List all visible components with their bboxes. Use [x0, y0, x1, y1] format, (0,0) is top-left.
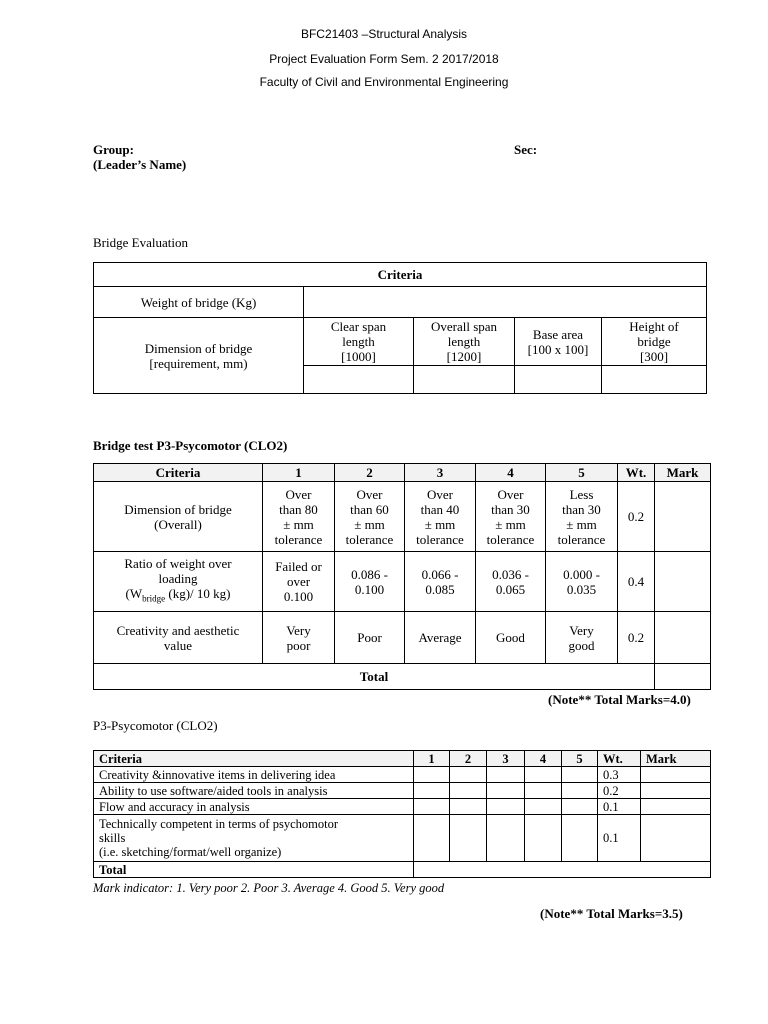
dimension-score-1[interactable]: Over than 80 ± mm tolerance — [263, 482, 335, 552]
overall-span-header: Overall span length [1200] — [414, 318, 515, 366]
p3-cell[interactable] — [525, 767, 562, 783]
dimension-score-5[interactable]: Less than 30 ± mm tolerance — [546, 482, 618, 552]
p3-criteria-software: Ability to use software/aided tools in analysis — [94, 783, 414, 799]
p3-cell[interactable] — [487, 799, 525, 815]
group-label: Group: — [93, 142, 134, 157]
form-title: Project Evaluation Form Sem. 2 2017/2018 — [269, 52, 499, 66]
creativity-score-3[interactable]: Average — [405, 612, 476, 664]
p3-criteria-header: Criteria — [94, 751, 414, 767]
height-header: Height of bridge [300] — [602, 318, 707, 366]
p3-cell[interactable] — [450, 783, 487, 799]
score-2-header: 2 — [335, 464, 405, 482]
creativity-weight: 0.2 — [618, 612, 655, 664]
mark-indicator: Mark indicator: 1. Very poor 2. Poor 3. Average 4. Good 5. Very good — [93, 881, 445, 895]
creativity-score-5[interactable]: Very good — [546, 612, 618, 664]
p3-cell[interactable] — [562, 799, 598, 815]
ratio-score-3[interactable]: 0.066 - 0.085 — [405, 552, 476, 612]
p3-score-4-header: 4 — [525, 751, 562, 767]
weight-label: Weight of bridge (Kg) — [94, 287, 304, 318]
ratio-score-4[interactable]: 0.036 - 0.065 — [476, 552, 546, 612]
p3-cell[interactable] — [525, 815, 562, 862]
p3-criteria-creativity: Creativity &innovative items in delivering idea — [94, 767, 414, 783]
creativity-score-2[interactable]: Poor — [335, 612, 405, 664]
weight-value-cell[interactable] — [304, 287, 707, 318]
p3-total-label: Total — [94, 862, 414, 878]
ratio-score-2[interactable]: 0.086 - 0.100 — [335, 552, 405, 612]
total-mark[interactable] — [655, 664, 711, 690]
p3-score-5-header: 5 — [562, 751, 598, 767]
p3-total-value[interactable] — [414, 862, 711, 878]
ratio-score-1[interactable]: Failed or over 0.100 — [263, 552, 335, 612]
bridge-test-note: (Note** Total Marks=4.0) — [548, 692, 691, 707]
criteria-header: Criteria — [94, 263, 707, 287]
p3-weight: 0.3 — [598, 767, 641, 783]
p3-weight: 0.2 — [598, 783, 641, 799]
base-area-value[interactable] — [515, 366, 602, 394]
faculty-name: Faculty of Civil and Environmental Engineering — [259, 75, 509, 89]
p3-weight: 0.1 — [598, 799, 641, 815]
height-value[interactable] — [602, 366, 707, 394]
p3-weight-header: Wt. — [598, 751, 641, 767]
p3-cell[interactable] — [450, 815, 487, 862]
ratio-mark[interactable] — [655, 552, 711, 612]
sec-label: Sec: — [514, 142, 538, 157]
p3-cell[interactable] — [562, 767, 598, 783]
p3-cell[interactable] — [562, 783, 598, 799]
course-title: BFC21403 –Structural Analysis — [300, 27, 468, 41]
base-area-header: Base area [100 x 100] — [515, 318, 602, 366]
p3-cell[interactable] — [450, 799, 487, 815]
creativity-mark[interactable] — [655, 612, 711, 664]
clear-span-value[interactable] — [304, 366, 414, 394]
p3-cell[interactable] — [450, 767, 487, 783]
criteria-ratio: Ratio of weight over loading ($W_{bridge}$ (kg)/ 10 kg) — [94, 552, 263, 612]
dimension-score-3[interactable]: Over than 40 ± mm tolerance — [405, 482, 476, 552]
dimension-mark[interactable] — [655, 482, 711, 552]
ratio-score-5[interactable]: 0.000 - 0.035 — [546, 552, 618, 612]
p3-cell[interactable] — [487, 815, 525, 862]
bridge-evaluation-title: Bridge Evaluation — [93, 235, 188, 250]
overall-span-value[interactable] — [414, 366, 515, 394]
dimension-score-2[interactable]: Over than 60 ± mm tolerance — [335, 482, 405, 552]
creativity-score-4[interactable]: Good — [476, 612, 546, 664]
p3-criteria-flow: Flow and accuracy in analysis — [94, 799, 414, 815]
p3-cell[interactable] — [414, 799, 450, 815]
criteria-dimension: Dimension of bridge (Overall) — [94, 482, 263, 552]
weight-col-header: Wt. — [618, 464, 655, 482]
clear-span-header: Clear span length [1000] — [304, 318, 414, 366]
p3-cell[interactable] — [414, 783, 450, 799]
psycomotor-note: (Note** Total Marks=3.5) — [540, 906, 683, 921]
p3-mark-header: Mark — [641, 751, 711, 767]
score-3-header: 3 — [405, 464, 476, 482]
p3-mark[interactable] — [641, 799, 711, 815]
total-label: Total — [94, 664, 655, 690]
criteria-col-header: Criteria — [94, 464, 263, 482]
p3-mark[interactable] — [641, 783, 711, 799]
p3-score-2-header: 2 — [450, 751, 487, 767]
dimension-score-4[interactable]: Over than 30 ± mm tolerance — [476, 482, 546, 552]
bridge-test-title: Bridge test P3-Psycomotor (CLO2) — [93, 438, 288, 453]
p3-mark[interactable] — [641, 815, 711, 862]
p3-cell[interactable] — [487, 767, 525, 783]
ratio-weight: 0.4 — [618, 552, 655, 612]
p3-mark[interactable] — [641, 767, 711, 783]
dimension-label: Dimension of bridge [requirement, mm) — [94, 318, 304, 394]
score-1-header: 1 — [263, 464, 335, 482]
p3-weight: 0.1 — [598, 815, 641, 862]
mark-col-header: Mark — [655, 464, 711, 482]
leader-label: (Leader’s Name) — [93, 157, 187, 172]
p3-cell[interactable] — [562, 815, 598, 862]
p3-criteria-technical: Technically competent in terms of psychomotor skills (i.e. sketching/format/well organize) — [94, 815, 414, 862]
p3-cell[interactable] — [414, 815, 450, 862]
dimension-weight: 0.2 — [618, 482, 655, 552]
p3-score-1-header: 1 — [414, 751, 450, 767]
bridge-test-table — [93, 463, 711, 690]
score-4-header: 4 — [476, 464, 546, 482]
p3-cell[interactable] — [525, 783, 562, 799]
bridge-evaluation-table — [93, 262, 707, 394]
p3-cell[interactable] — [525, 799, 562, 815]
p3-cell[interactable] — [414, 767, 450, 783]
criteria-creativity: Creativity and aesthetic value — [94, 612, 263, 664]
p3-cell[interactable] — [487, 783, 525, 799]
score-5-header: 5 — [546, 464, 618, 482]
psycomotor-table — [93, 750, 711, 878]
creativity-score-1[interactable]: Very poor — [263, 612, 335, 664]
p3-score-3-header: 3 — [487, 751, 525, 767]
psycomotor-title: P3-Psycomotor (CLO2) — [93, 718, 218, 733]
